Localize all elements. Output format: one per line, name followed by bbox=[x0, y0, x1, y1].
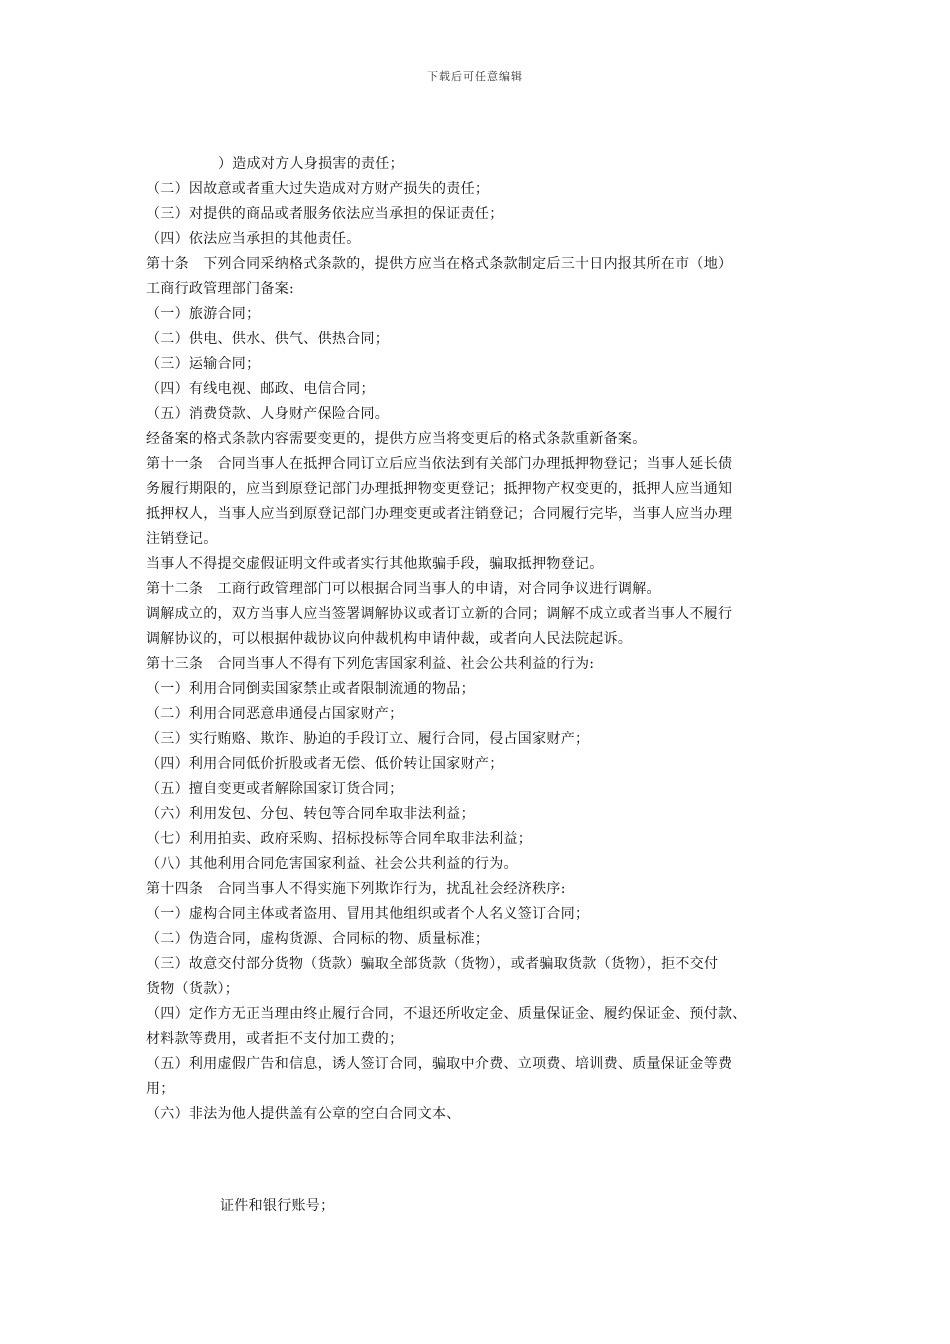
text-line: （七）利用拍卖、政府采购、招标投标等合同牟取非法利益； bbox=[146, 831, 533, 847]
text-line: （六）非法为他人提供盖有公章的空白合同文本、 bbox=[146, 1106, 461, 1122]
article-11-heading: 第十一条 合同当事人在抵押合同订立后应当依法到有关部门办理抵押物登记；当事人延长债 bbox=[146, 456, 733, 472]
text-line: 当事人不得提交虚假证明文件或者实行其他欺骗手段，骗取抵押物登记。 bbox=[146, 556, 604, 572]
text-line: （四）定作方无正当理由终止履行合同，不退还所收定金、质量保证金、履约保证金、预付款、 bbox=[146, 1006, 747, 1022]
article-14-heading: 第十四条 合同当事人不得实施下列欺诈行为，扰乱社会经济秩序: bbox=[146, 881, 566, 897]
text-line: （三）运输合同； bbox=[146, 356, 261, 372]
text-line: （二）供电、供水、供气、供热合同； bbox=[146, 331, 390, 347]
text-line: 货物（货款）； bbox=[146, 981, 240, 997]
text-line: （四）利用合同低价折股或者无偿、低价转让国家财产； bbox=[146, 756, 504, 772]
article-12-heading: 第十二条 工商行政管理部门可以根据合同当事人的申请，对合同争议进行调解。 bbox=[146, 581, 661, 597]
document-body bbox=[146, 152, 836, 1127]
text-line: （三）对提供的商品或者服务依法应当承担的保证责任； bbox=[146, 206, 504, 222]
text-line: 工商行政管理部门备案: bbox=[146, 281, 295, 297]
text-line: 务履行期限的，应当到原登记部门办理抵押物变更登记；抵押物产权变更的，抵押人应当通知 bbox=[146, 481, 733, 497]
text-line: （一）虚构合同主体或者盗用、冒用其他组织或者个人名义签订合同； bbox=[146, 906, 590, 922]
text-line: （三）实行贿赂、欺诈、胁迫的手段订立、履行合同，侵占国家财产； bbox=[146, 731, 590, 747]
text-line: 注销登记。 bbox=[146, 531, 218, 547]
page-header: 下载后可任意编辑 bbox=[427, 70, 523, 83]
text-line: ）造成对方人身损害的责任； bbox=[218, 156, 404, 172]
text-line: （五）利用虚假广告和信息，诱人签订合同，骗取中介费、立项费、培训费、质量保证金等费 bbox=[146, 1056, 733, 1072]
text-line: 抵押权人，当事人应当到原登记部门办理变更或者注销登记；合同履行完毕，当事人应当办理 bbox=[146, 506, 733, 522]
text-line: （五）消费贷款、人身财产保险合同。 bbox=[146, 406, 390, 422]
text-line: （一）利用合同倒卖国家禁止或者限制流通的物品； bbox=[146, 681, 475, 697]
text-line: （八）其他利用合同危害国家利益、社会公共利益的行为。 bbox=[146, 856, 518, 872]
article-13-heading: 第十三条 合同当事人不得有下列危害国家利益、社会公共利益的行为: bbox=[146, 656, 595, 672]
text-line: （一）旅游合同； bbox=[146, 306, 261, 322]
text-line: （二）利用合同恶意串通侵占国家财产； bbox=[146, 706, 404, 722]
text-line: （四）有线电视、邮政、电信合同； bbox=[146, 381, 375, 397]
text-line: （三）故意交付部分货物（货款）骗取全部货款（货物），或者骗取货款（货物），拒不交付 bbox=[146, 956, 719, 972]
text-line: （六）利用发包、分包、转包等合同牟取非法利益； bbox=[146, 806, 475, 822]
text-line: （二）因故意或者重大过失造成对方财产损失的责任； bbox=[146, 181, 490, 197]
text-line: 调解协议的，可以根据仲裁协议向仲裁机构申请仲裁，或者向人民法院起诉。 bbox=[146, 631, 633, 647]
text-line: （五）擅自变更或者解除国家订货合同； bbox=[146, 781, 404, 797]
article-10-heading: 第十条 下列合同采纳格式条款的，提供方应当在格式条款制定后三十日内报其所在市（地） bbox=[146, 256, 733, 272]
text-line: （二）伪造合同，虚构货源、合同标的物、质量标准； bbox=[146, 931, 490, 947]
text-line: 调解成立的，双方当事人应当签署调解协议或者订立新的合同；调解不成立或者当事人不履行 bbox=[146, 606, 733, 622]
trailing-line: 证件和银行账号； bbox=[220, 1198, 335, 1214]
text-line: 经备案的格式条款内容需要变更的，提供方应当将变更后的格式条款重新备案。 bbox=[146, 431, 647, 447]
text-line: （四）依法应当承担的其他责任。 bbox=[146, 231, 361, 247]
text-line: 用； bbox=[146, 1081, 175, 1097]
text-line: 材料款等费用，或者拒不支付加工费的； bbox=[146, 1031, 404, 1047]
